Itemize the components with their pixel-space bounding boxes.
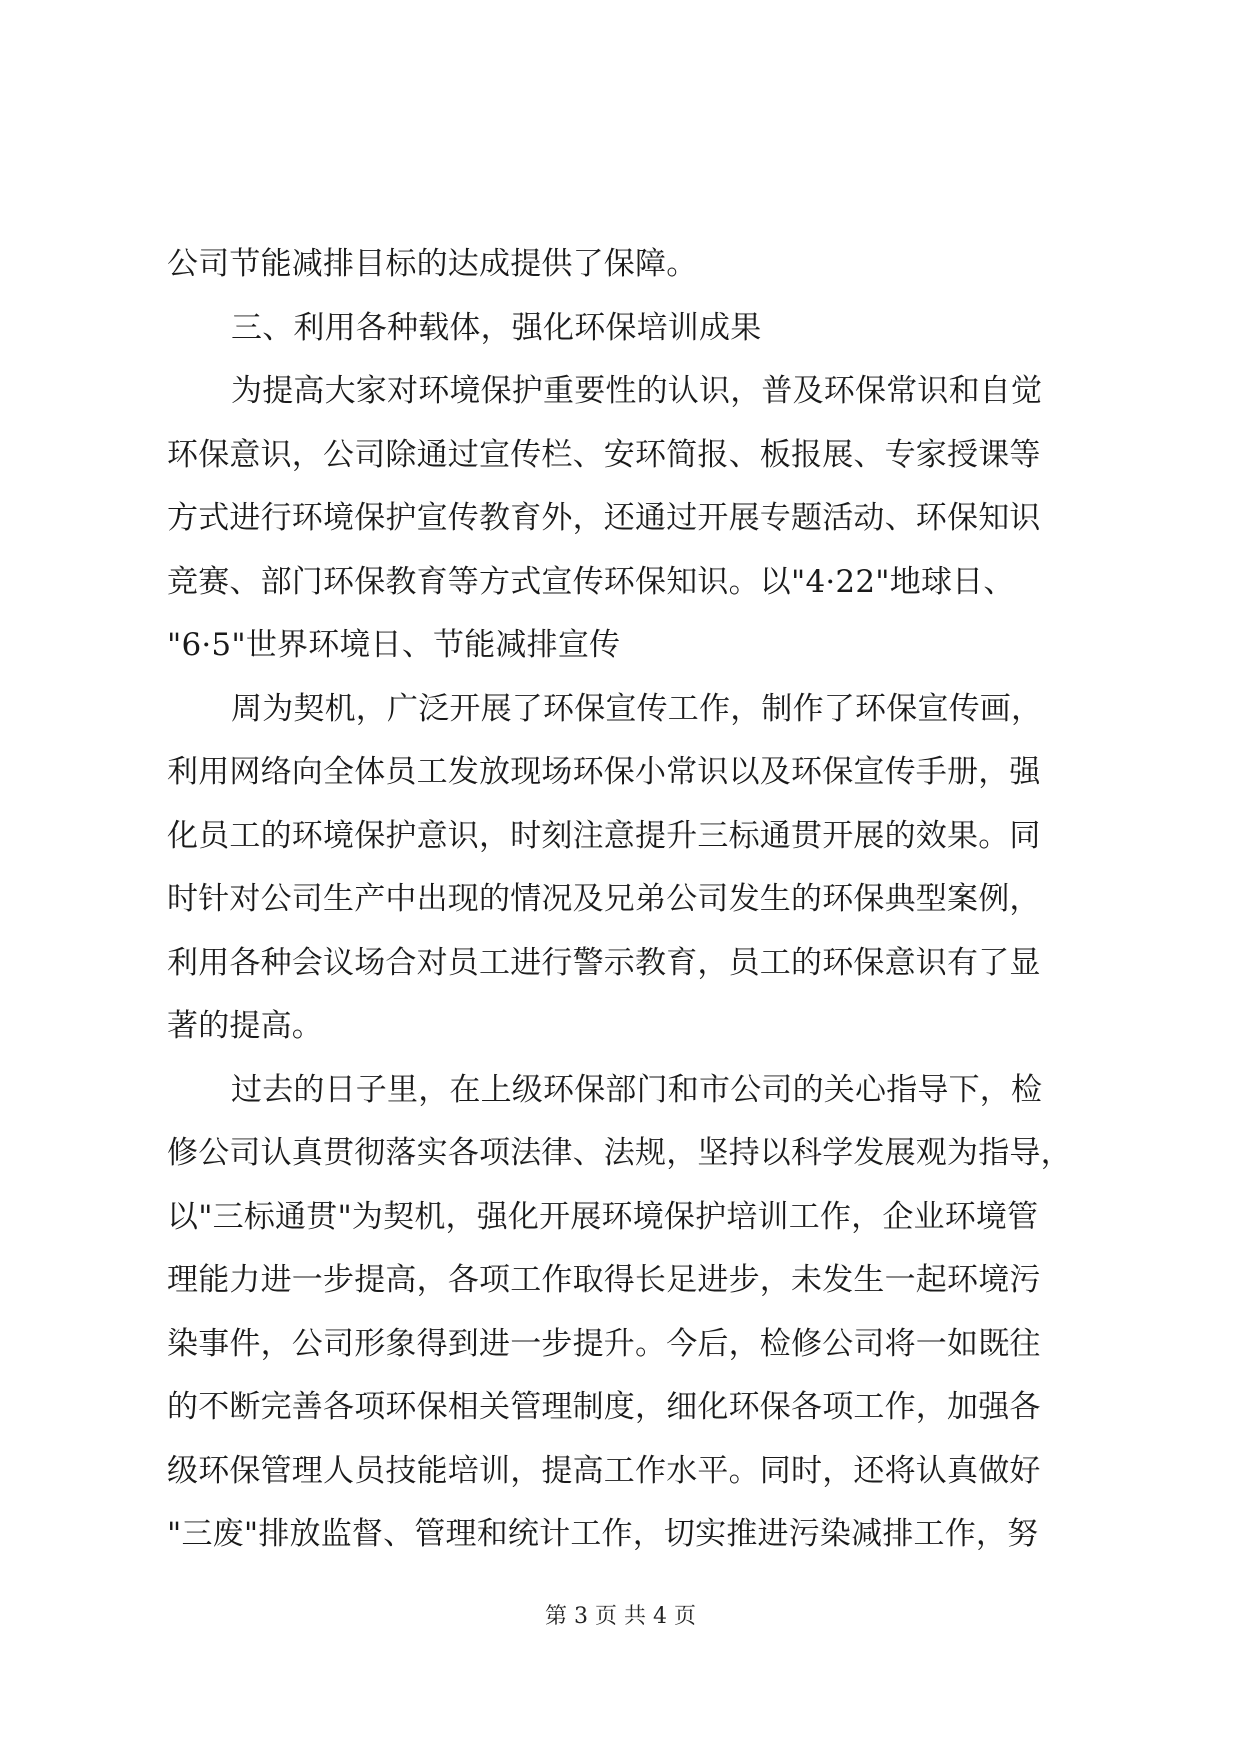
text-line: "6·5"世界环境日、节能减排宣传: [167, 627, 621, 663]
text-line: 周为契机，广泛开展了环保宣传工作，制作了环保宣传画，: [231, 690, 1043, 727]
text-line: "三废"排放监督、管理和统计工作，切实推进污染减排工作，努: [167, 1516, 1039, 1552]
text-line: 级环保管理人员技能培训，提高工作水平。同时，还将认真做好: [167, 1452, 1041, 1489]
text-line: 过去的日子里，在上级环保部门和市公司的关心指导下，检: [231, 1071, 1043, 1108]
text-line: 以"三标通贯"为契机，强化开展环境保护培训工作，企业环境管: [167, 1198, 1039, 1235]
page-number-footer: 第 3 页 共 4 页: [545, 1604, 696, 1629]
text-line: 公司节能减排目标的达成提供了保障。: [167, 246, 698, 282]
text-line: 利用网络向全体员工发放现场环保小常识以及环保宣传手册，强: [167, 754, 1041, 790]
text-line: 修公司认真贯彻落实各项法律、法规，坚持以科学发展观为指导，: [167, 1135, 1072, 1171]
text-line: 竞赛、部门环保教育等方式宣传环保知识。以"4·22"地球日、: [167, 563, 1015, 600]
text-line: 染事件，公司形象得到进一步提升。今后，检修公司将一如既往: [167, 1325, 1041, 1362]
document-body: [167, 233, 1092, 1567]
section-heading: 三、利用各种载体，强化环保培训成果: [231, 309, 762, 346]
text-line: 化员工的环境保护意识，时刻注意提升三标通贯开展的效果。同: [167, 817, 1041, 854]
text-line: 为提高大家对环境保护重要性的认识，普及环保常识和自觉: [231, 373, 1043, 409]
text-line: 著的提高。: [167, 1008, 323, 1044]
text-line: 理能力进一步提高，各项工作取得长足进步，未发生一起环境污: [167, 1262, 1041, 1298]
text-line: 利用各种会议场合对员工进行警示教育，员工的环保意识有了显: [167, 944, 1041, 981]
text-line: 的不断完善各项环保相关管理制度，细化环保各项工作，加强各: [167, 1389, 1041, 1425]
text-line: 时针对公司生产中出现的情况及兄弟公司发生的环保典型案例，: [167, 881, 1041, 917]
text-line: 方式进行环境保护宣传教育外，还通过开展专题活动、环保知识: [167, 500, 1041, 536]
text-line: 环保意识，公司除通过宣传栏、安环简报、板报展、专家授课等: [167, 436, 1041, 473]
